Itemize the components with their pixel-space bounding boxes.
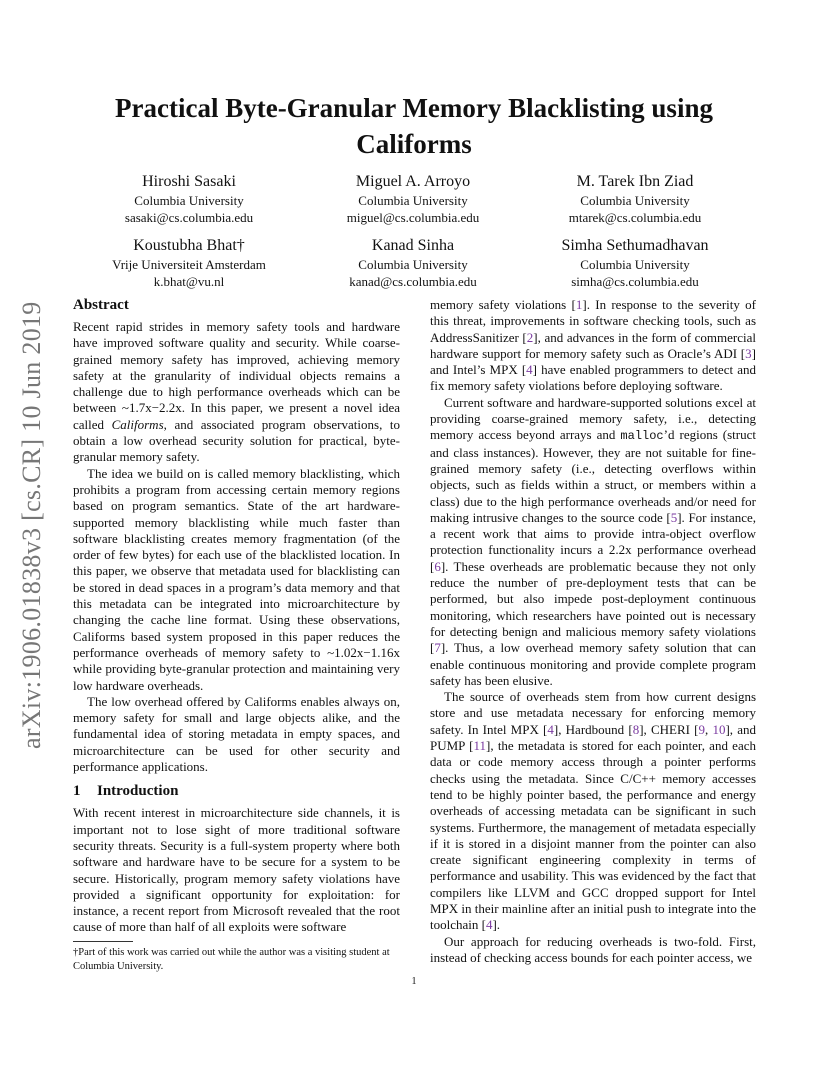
citation-link[interactable]: 4: [526, 362, 533, 378]
author-email: miguel@cs.columbia.edu: [346, 210, 480, 225]
left-column: [73, 295, 400, 936]
author-name: Miguel A. Arroyo: [355, 173, 471, 190]
paper-title: Practical Byte-Granular Memory Blacklisting using Califorms: [115, 93, 713, 159]
author-block: [74, 236, 304, 290]
author-block: [520, 172, 750, 226]
citation-link[interactable]: 6: [434, 558, 441, 574]
author-email: k.bhat@vu.nl: [153, 274, 225, 289]
author-name: M. Tarek Ibn Ziad: [576, 173, 694, 190]
author-block: [298, 172, 528, 226]
author-affiliation: Columbia University: [580, 193, 690, 208]
citation-link[interactable]: 8: [632, 721, 640, 737]
author-affiliation: Columbia University: [358, 257, 468, 272]
author-affiliation: Columbia University: [580, 257, 690, 272]
abstract-paragraph: The idea we build on is called memory blacklisting, which prohibits a program from accessing certain memory regions based on program semantics. State of the art hardware-supported memory blacklisting while much faster than software blacklisting creates memory fragmentation (of the order of few bytes) for each use of the blacklisted location. In this paper, we observe that metadata used for blacklisting can be stored in dead spaces in a program’s data memory and that this metadata can be integrated into microarchitecture by changing the cache line format. Using these observations, Califorms based system proposed in this paper reduces the performance overheads of memory safety to ~1.02x−1.16x while providing byte-granular protection and maintaining very low hardware overheads.: [73, 465, 400, 693]
author-name: Simha Sethumadhavan: [561, 237, 709, 254]
section-title: Introduction: [97, 783, 179, 800]
citation-link[interactable]: 4: [485, 917, 493, 933]
author-block: [520, 236, 750, 290]
citation-link[interactable]: 11: [473, 738, 487, 754]
citation-link[interactable]: 3: [745, 345, 752, 361]
citation-link[interactable]: 4: [547, 721, 554, 737]
author-email: simha@cs.columbia.edu: [571, 274, 699, 289]
section-heading-introduction: [73, 781, 400, 801]
code-malloc: malloc: [620, 429, 664, 444]
citation-link[interactable]: 1: [575, 297, 583, 312]
author-email: mtarek@cs.columbia.edu: [568, 210, 702, 225]
author-affiliation: Columbia University: [134, 193, 244, 208]
page-number: 1: [411, 976, 417, 987]
citation-link[interactable]: 5: [670, 509, 678, 525]
citation-link[interactable]: 9: [698, 721, 705, 737]
author-block: [298, 236, 528, 290]
footnote: †Part of this work was carried out while the author was a visiting student at Columbia University.: [73, 947, 390, 972]
califorms-emphasis: Califorms: [111, 416, 164, 432]
author-affiliation: Vrije Universiteit Amsterdam: [112, 257, 266, 272]
body-paragraph: Our approach for reducing overheads is two-fold. First, instead of checking access bounds for each pointer access, we: [430, 933, 756, 965]
citation-link[interactable]: 7: [434, 640, 441, 656]
citation-link[interactable]: 2: [526, 329, 534, 345]
body-paragraph: Current software and hardware-supported solutions excel at providing coarse-grained memory safety, i.e., detecting memory access beyond arrays and malloc’d regions (struct and class instances). However, they are not suitable for fine-grained memory safety (i.e., detecting overflows within objects, such as fields within a struct, or members within a class) due to the high performance overheads and/or need for making intrusive changes to the source code [5]. For instance, a recent work that aims to provide intra-object overflow protection functionality incurs a 2.2x performance overhead [6]. These overheads are problematic because they not only reduce the number of pre-deployment tests that can be performed, but also impede post-deployment continuous monitoring, which researchers have pointed out is necessary for detecting benign and malicious memory safety violations [7]. Thus, a low overhead memory safety solution that can enable continuous monitoring and provide complete program safety has been elusive.: [430, 394, 757, 688]
body-paragraph: The source of overheads stem from how current designs store and use metadata necessary for enforcing memory safety. In Intel MPX [4], Hardbound [8], CHERI [9, 10], and PUMP [11], the metadata is stored for each pointer, and each data or code memory access through a pointer performs checks using the metadata. Since C/C++ memory accesses tend to be highly pointer based, the performance and energy overheads of accessing metadata can be significant in such systems. Furthermore, the management of metadata especially if it is stored in a disjoint manner from the pointer can also create significant engineering complexity in terms of performance and usability. This was evidenced by the fact that compilers like LLVM and GCC dropped support for Intel MPX in their mainline after an initial push to integrate into the toolchain [4].: [430, 689, 757, 933]
abstract-paragraph: The low overhead offered by Califorms enables always on, memory safety for small and large objects alike, and the fundamental idea of storing metadata in empty spaces, and microarchitecture can be used for other security and performance applications.: [73, 693, 400, 775]
author-name: Koustubha Bhat†: [133, 237, 245, 254]
author-name: Hiroshi Sasaki: [142, 173, 236, 190]
author-email: sasaki@cs.columbia.edu: [124, 210, 254, 225]
right-column: [430, 297, 756, 966]
citation-link[interactable]: 10: [712, 721, 726, 737]
author-name: Kanad Sinha: [371, 237, 455, 254]
body-paragraph: memory safety violations [1]. In response to the severity of this threat, improvements in software checking tools, such as AddressSanitizer [2], and advances in the form of commercial hardware support for memory safety such as Oracle’s ADI [3] and Intel’s MPX [4] have enabled programmers to detect and fix memory safety violations before deploying software.: [430, 297, 757, 394]
author-block: [74, 172, 304, 226]
abstract-heading: Abstract: [73, 297, 129, 313]
body-paragraph: With recent interest in microarchitecture side channels, it is important not to lose sight of more traditional software security threats. Security is a full-system property where both software and hardware have to be secure for a system to be secure. Historically, program memory safety violations have provided a significant opportunity for exploitation: for instance, a recent report from Microsoft revealed that the root cause of more than half of all exploits were software: [73, 805, 400, 935]
abstract-paragraph: Recent rapid strides in memory safety tools and hardware have improved software quality and security. While coarse-grained memory safety has improved, achieving memory safety at the granularity of individual objects remains a challenge due to high performance overheads which can be between ~1.7x−2.2x. In this paper, we present a novel idea called Califorms, and associated program observations, to obtain a low overhead security solution for practical, byte-granular memory safety.: [73, 319, 400, 465]
footnote-rule: [73, 941, 133, 942]
author-affiliation: Columbia University: [358, 193, 468, 208]
author-email: kanad@cs.columbia.edu: [349, 274, 477, 289]
section-number: 1: [73, 783, 81, 800]
arxiv-identifier-stamp: arXiv:1906.01838v3 [cs.CR] 10 Jun 2019: [17, 301, 46, 749]
